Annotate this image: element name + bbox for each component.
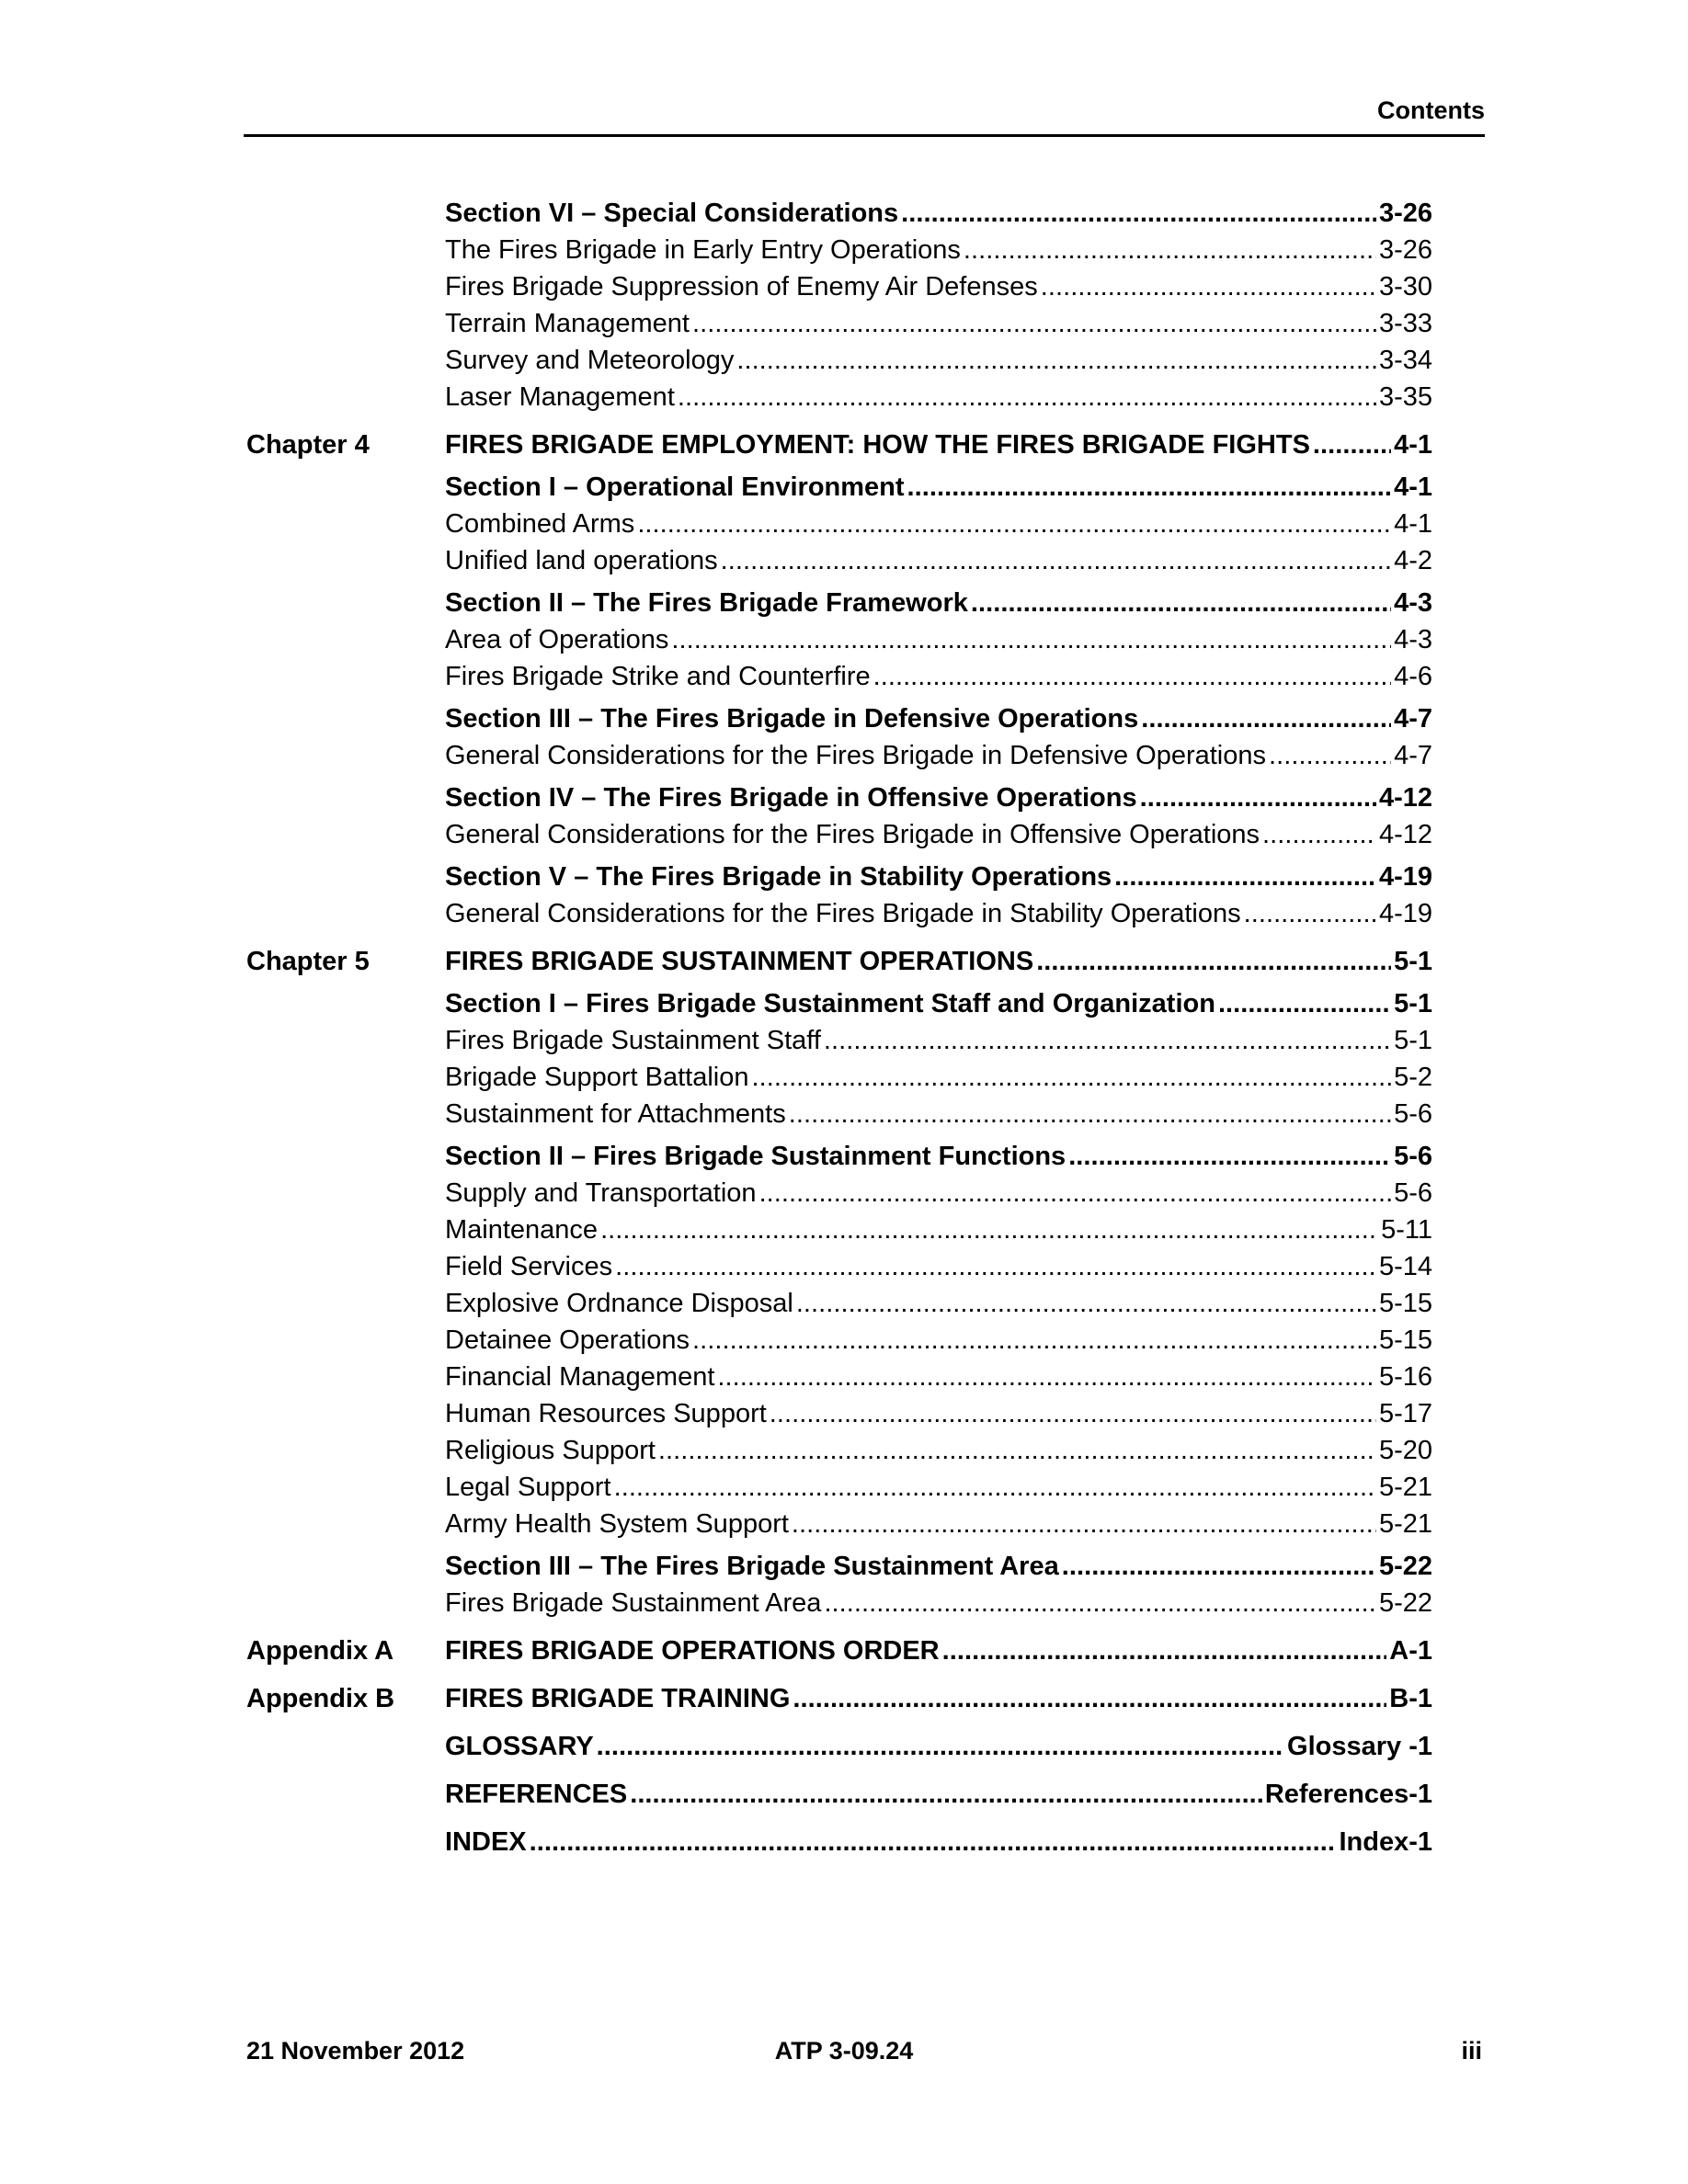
toc-entry-title: Area of Operations xyxy=(445,625,669,654)
dot-leader xyxy=(1269,737,1391,774)
toc-entry-page: 4-12 xyxy=(1378,783,1432,813)
toc-entry-title: Religious Support xyxy=(445,1436,656,1465)
toc-entry[interactable] xyxy=(246,1138,1432,1175)
toc-entry-title: General Considerations for the Fires Brigade in Offensive Operations xyxy=(445,820,1260,849)
toc-entry-body xyxy=(445,506,1432,542)
toc-entry-title: Field Services xyxy=(445,1252,613,1281)
dot-leader xyxy=(1141,700,1391,737)
toc-entry-body xyxy=(445,585,1432,621)
toc-entry[interactable] xyxy=(246,700,1432,737)
toc-entry-label: Appendix A xyxy=(246,1636,394,1666)
toc-entry-page: 3-34 xyxy=(1378,346,1432,375)
dot-leader xyxy=(873,658,1391,695)
toc-entry-body xyxy=(445,1096,1432,1132)
toc-entry-body xyxy=(445,737,1432,774)
toc-entry-page: 5-6 xyxy=(1394,1142,1432,1171)
dot-leader xyxy=(736,342,1376,379)
toc-entry[interactable] xyxy=(246,985,1432,1022)
toc-entry[interactable] xyxy=(246,585,1432,621)
toc-entry-body xyxy=(445,658,1432,695)
toc-entry-title: General Considerations for the Fires Brigade in Defensive Operations xyxy=(445,741,1267,770)
toc-entry-body xyxy=(445,1022,1432,1059)
dot-leader xyxy=(1041,268,1376,305)
toc-entry-page: 5-11 xyxy=(1381,1215,1432,1245)
toc-entry-body xyxy=(445,779,1432,816)
toc-entry-page: 4-3 xyxy=(1394,588,1432,618)
dot-leader xyxy=(793,1680,1386,1717)
dot-leader xyxy=(907,469,1392,506)
dot-leader xyxy=(1140,779,1376,816)
toc-entry[interactable] xyxy=(246,379,1432,415)
dot-leader xyxy=(678,379,1376,415)
toc-entry-page: 5-21 xyxy=(1378,1473,1432,1502)
toc-entry-page: Glossary -1 xyxy=(1287,1732,1432,1761)
toc-entry-title: Survey and Meteorology xyxy=(445,346,735,375)
toc-entry[interactable] xyxy=(246,779,1432,816)
toc-entry-page: 5-15 xyxy=(1378,1289,1432,1318)
toc-entry[interactable] xyxy=(246,1776,1432,1813)
toc-entry-page: 4-3 xyxy=(1394,625,1432,654)
toc-entry-page: 5-22 xyxy=(1378,1588,1432,1618)
toc-entry-body xyxy=(445,427,1432,463)
toc-entry-title: Section II – The Fires Brigade Framework xyxy=(445,588,968,618)
toc-entry[interactable] xyxy=(246,542,1432,579)
toc-entry-page: 5-2 xyxy=(1394,1063,1432,1092)
toc-entry-title: Army Health System Support xyxy=(445,1509,789,1539)
toc-entry-title: Legal Support xyxy=(445,1473,611,1502)
footer-publication: ATP 3-09.24 xyxy=(774,2037,914,2065)
toc-entry-page: 4-2 xyxy=(1394,546,1432,575)
toc-entry-body xyxy=(445,1824,1432,1860)
toc-entry-body xyxy=(445,542,1432,579)
toc-entry-body xyxy=(445,1211,1432,1248)
toc-entry-page: 5-15 xyxy=(1378,1325,1432,1355)
toc-entry[interactable] xyxy=(246,895,1432,932)
toc-entry-title: INDEX xyxy=(445,1827,527,1857)
toc-entry-label: Chapter 4 xyxy=(246,430,370,460)
toc-entry-title: Laser Management xyxy=(445,382,675,412)
toc-entry-body xyxy=(445,1059,1432,1096)
toc-entry[interactable] xyxy=(246,1359,1432,1395)
toc-entry-title: Unified land operations xyxy=(445,546,718,575)
toc-entry-body xyxy=(445,1680,1432,1717)
toc-entry-page: 3-26 xyxy=(1378,199,1432,228)
toc-entry-body xyxy=(445,1138,1432,1175)
toc-entry[interactable] xyxy=(246,427,1432,463)
toc-entry-body xyxy=(445,859,1432,895)
toc-entry-page: 5-6 xyxy=(1394,1178,1432,1208)
toc-entry[interactable] xyxy=(246,1728,1432,1765)
dot-leader xyxy=(530,1824,1337,1860)
dot-leader xyxy=(717,1359,1376,1395)
toc-entry[interactable] xyxy=(246,342,1432,379)
toc-entry[interactable] xyxy=(246,1632,1432,1669)
dot-leader xyxy=(824,1585,1376,1621)
toc-entry-page: 4-1 xyxy=(1394,509,1432,539)
toc-entry[interactable] xyxy=(246,1175,1432,1211)
toc-entry-body xyxy=(445,469,1432,506)
toc-entry-body xyxy=(445,1469,1432,1506)
toc-entry-body xyxy=(445,816,1432,853)
toc-entry[interactable] xyxy=(246,816,1432,853)
toc-entry[interactable] xyxy=(246,506,1432,542)
toc-entry[interactable] xyxy=(246,1022,1432,1059)
toc-entry-body xyxy=(445,1395,1432,1432)
toc-entry-title: Financial Management xyxy=(445,1362,715,1392)
toc-entry-label: Chapter 5 xyxy=(246,947,370,976)
toc-entry[interactable] xyxy=(246,1211,1432,1248)
toc-entry-page: 5-17 xyxy=(1378,1399,1432,1428)
toc-entry-title: Fires Brigade Sustainment Area xyxy=(445,1588,822,1618)
toc-entry-title: Combined Arms xyxy=(445,509,635,539)
toc-entry-body xyxy=(445,305,1432,342)
toc-entry-body xyxy=(445,195,1432,232)
toc-entry-title: Human Resources Support xyxy=(445,1399,767,1428)
toc-entry-title: Section IV – The Fires Brigade in Offensive Operations xyxy=(445,783,1137,813)
toc-entry-body xyxy=(445,1548,1432,1585)
toc-entry-body xyxy=(445,342,1432,379)
toc-entry-title: Fires Brigade Suppression of Enemy Air Defenses xyxy=(445,272,1038,301)
dot-leader xyxy=(789,1096,1391,1132)
toc-entry[interactable] xyxy=(246,1096,1432,1132)
toc-entry-body xyxy=(445,1248,1432,1285)
toc-entry[interactable] xyxy=(246,621,1432,658)
toc-entry-title: Brigade Support Battalion xyxy=(445,1063,749,1092)
toc-entry-body xyxy=(445,1728,1432,1765)
table-of-contents xyxy=(246,195,1432,1860)
toc-entry-title: GLOSSARY xyxy=(445,1732,594,1761)
toc-entry-body xyxy=(445,1432,1432,1469)
toc-entry-page: 4-7 xyxy=(1394,741,1432,770)
dot-leader xyxy=(792,1506,1376,1542)
toc-entry-title: FIRES BRIGADE TRAINING xyxy=(445,1684,791,1713)
toc-entry-title: FIRES BRIGADE SUSTAINMENT OPERATIONS xyxy=(445,947,1034,976)
toc-entry-body xyxy=(445,895,1432,932)
toc-entry-title: Fires Brigade Sustainment Staff xyxy=(445,1026,821,1055)
toc-entry-page: 4-1 xyxy=(1394,430,1432,460)
dot-leader xyxy=(1244,895,1376,932)
toc-entry-page: 3-30 xyxy=(1378,272,1432,301)
toc-entry[interactable] xyxy=(246,1824,1432,1860)
toc-entry[interactable] xyxy=(246,1506,1432,1542)
toc-entry-page: 3-33 xyxy=(1378,309,1432,338)
dot-leader xyxy=(796,1285,1376,1322)
toc-entry-body xyxy=(445,943,1432,980)
toc-entry[interactable] xyxy=(246,1680,1432,1717)
dot-leader xyxy=(752,1059,1392,1096)
toc-entry-title: Section III – The Fires Brigade in Defensive Operations xyxy=(445,704,1139,734)
dot-leader xyxy=(1218,985,1391,1022)
dot-leader xyxy=(671,621,1391,658)
header-rule xyxy=(244,134,1485,137)
toc-entry-title: Section I – Fires Brigade Sustainment Staff and Organization xyxy=(445,989,1215,1018)
dot-leader xyxy=(600,1211,1378,1248)
dot-leader xyxy=(721,542,1391,579)
toc-entry[interactable] xyxy=(246,1059,1432,1096)
dot-leader xyxy=(692,305,1376,342)
toc-entry-body xyxy=(445,1776,1432,1813)
toc-entry-title: FIRES BRIGADE EMPLOYMENT: HOW THE FIRES BRIGADE FIGHTS xyxy=(445,430,1310,460)
toc-entry[interactable] xyxy=(246,1395,1432,1432)
dot-leader xyxy=(1068,1138,1391,1175)
toc-entry-body xyxy=(445,1285,1432,1322)
dot-leader xyxy=(658,1432,1376,1469)
toc-entry-title: Section V – The Fires Brigade in Stability Operations xyxy=(445,862,1112,892)
dot-leader xyxy=(597,1728,1284,1765)
dot-leader xyxy=(615,1248,1376,1285)
page-header-title: Contents xyxy=(1377,97,1485,124)
toc-entry-page: B-1 xyxy=(1389,1684,1432,1713)
dot-leader xyxy=(759,1175,1392,1211)
toc-entry-title: General Considerations for the Fires Brigade in Stability Operations xyxy=(445,899,1241,928)
toc-entry-page: Index-1 xyxy=(1339,1827,1432,1857)
toc-entry-title: Section VI – Special Considerations xyxy=(445,199,899,228)
dot-leader xyxy=(1062,1548,1376,1585)
toc-entry-page: 5-1 xyxy=(1394,947,1432,976)
dot-leader xyxy=(637,506,1391,542)
toc-entry-page: 5-20 xyxy=(1378,1436,1432,1465)
toc-entry-page: 5-22 xyxy=(1378,1552,1432,1581)
toc-entry-body xyxy=(445,1585,1432,1621)
toc-entry-title: Section I – Operational Environment xyxy=(445,472,905,502)
dot-leader xyxy=(971,585,1391,621)
toc-entry-page: 5-6 xyxy=(1394,1099,1432,1129)
dot-leader xyxy=(770,1395,1376,1432)
toc-entry-body xyxy=(445,1175,1432,1211)
toc-entry-body xyxy=(445,232,1432,268)
toc-entry-body xyxy=(445,621,1432,658)
toc-entry[interactable] xyxy=(246,737,1432,774)
footer-page-number: iii xyxy=(1461,2037,1482,2065)
toc-entry[interactable] xyxy=(246,232,1432,268)
toc-entry-page: 5-21 xyxy=(1378,1509,1432,1539)
toc-entry-body xyxy=(445,379,1432,415)
toc-entry[interactable] xyxy=(246,1548,1432,1585)
toc-entry-title: The Fires Brigade in Early Entry Operations xyxy=(445,235,961,265)
toc-entry-body xyxy=(445,1359,1432,1395)
toc-entry[interactable] xyxy=(246,1432,1432,1469)
toc-entry-title: Terrain Management xyxy=(445,309,690,338)
toc-entry-body xyxy=(445,985,1432,1022)
toc-entry-page: 4-19 xyxy=(1378,862,1432,892)
toc-entry-label: Appendix B xyxy=(246,1684,395,1713)
dot-leader xyxy=(1114,859,1376,895)
toc-entry[interactable] xyxy=(246,305,1432,342)
toc-entry-page: A-1 xyxy=(1389,1636,1432,1666)
toc-entry-title: REFERENCES xyxy=(445,1780,628,1809)
toc-entry-title: Sustainment for Attachments xyxy=(445,1099,786,1129)
dot-leader xyxy=(824,1022,1391,1059)
toc-entry-title: Explosive Ordnance Disposal xyxy=(445,1289,793,1318)
toc-entry-title: Section II – Fires Brigade Sustainment Functions xyxy=(445,1142,1066,1171)
toc-entry[interactable] xyxy=(246,268,1432,305)
toc-entry[interactable] xyxy=(246,943,1432,980)
toc-entry-page: 5-1 xyxy=(1394,1026,1432,1055)
toc-entry-page: 4-7 xyxy=(1394,704,1432,734)
dot-leader xyxy=(1036,943,1391,980)
toc-entry-title: Fires Brigade Strike and Counterfire xyxy=(445,662,871,691)
toc-entry-body xyxy=(445,268,1432,305)
dot-leader xyxy=(964,232,1376,268)
toc-entry-page: 4-6 xyxy=(1394,662,1432,691)
toc-entry-title: FIRES BRIGADE OPERATIONS ORDER xyxy=(445,1636,940,1666)
toc-entry-title: Supply and Transportation xyxy=(445,1178,757,1208)
toc-entry-page: 4-19 xyxy=(1378,899,1432,928)
toc-entry-page: 3-35 xyxy=(1378,382,1432,412)
dot-leader xyxy=(1313,427,1391,463)
toc-entry-page: 3-26 xyxy=(1378,235,1432,265)
toc-entry-title: Maintenance xyxy=(445,1215,599,1245)
toc-entry-body xyxy=(445,700,1432,737)
toc-entry[interactable] xyxy=(246,469,1432,506)
toc-entry[interactable] xyxy=(246,1248,1432,1285)
toc-entry-page: 4-1 xyxy=(1394,472,1432,502)
toc-entry-page: 4-12 xyxy=(1378,820,1432,849)
toc-entry-page: References-1 xyxy=(1264,1780,1432,1809)
toc-entry-page: 5-16 xyxy=(1378,1362,1432,1392)
toc-entry-body xyxy=(445,1506,1432,1542)
dot-leader xyxy=(692,1322,1376,1359)
toc-entry-page: 5-1 xyxy=(1394,989,1432,1018)
dot-leader xyxy=(1262,816,1376,853)
toc-entry[interactable] xyxy=(246,658,1432,695)
dot-leader xyxy=(942,1632,1387,1669)
toc-entry[interactable] xyxy=(246,1285,1432,1322)
toc-entry-body xyxy=(445,1632,1432,1669)
toc-entry[interactable] xyxy=(246,195,1432,232)
toc-entry-title: Detainee Operations xyxy=(445,1325,690,1355)
toc-entry-body xyxy=(445,1322,1432,1359)
toc-entry-page: 5-14 xyxy=(1378,1252,1432,1281)
dot-leader xyxy=(614,1469,1376,1506)
footer-date: 21 November 2012 xyxy=(246,2037,465,2065)
toc-entry[interactable] xyxy=(246,1322,1432,1359)
toc-entry[interactable] xyxy=(246,1469,1432,1506)
dot-leader xyxy=(901,195,1376,232)
toc-entry[interactable] xyxy=(246,1585,1432,1621)
toc-entry[interactable] xyxy=(246,859,1432,895)
toc-entry-title: Section III – The Fires Brigade Sustainment Area xyxy=(445,1552,1059,1581)
dot-leader xyxy=(630,1776,1262,1813)
